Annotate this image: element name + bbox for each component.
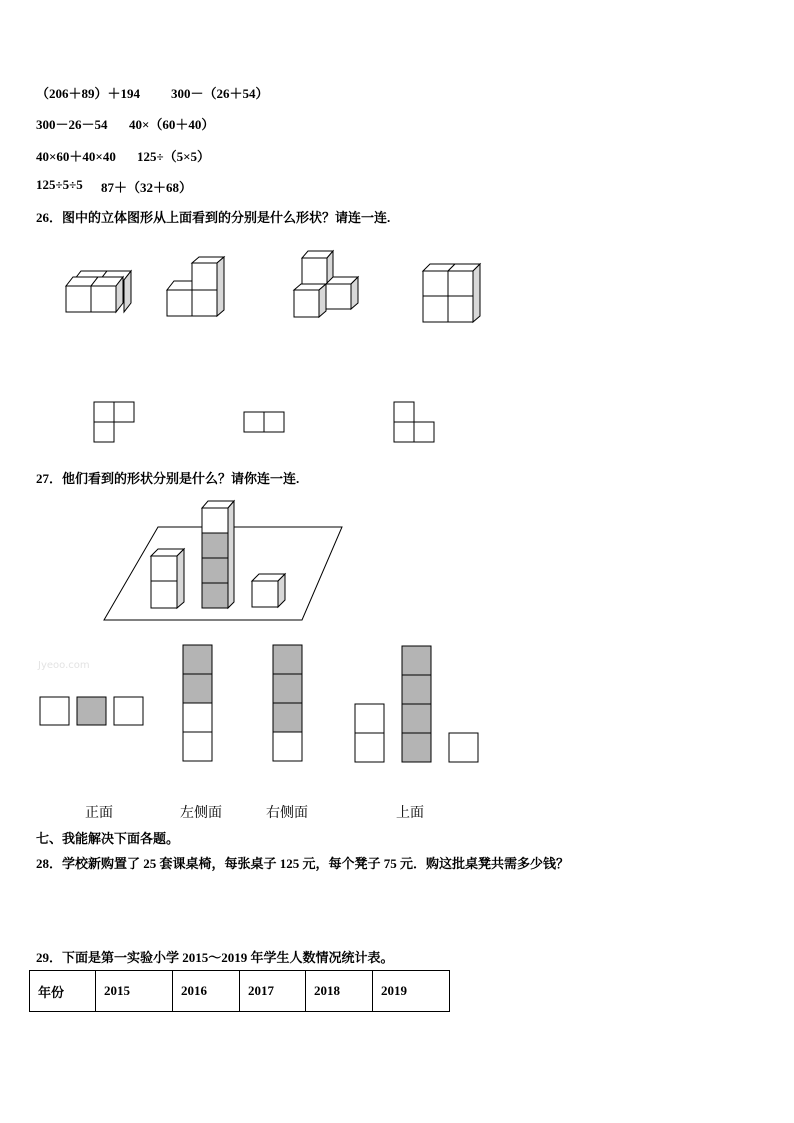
year-cell-2015: 2015 bbox=[96, 971, 173, 1012]
exercise-4a: 125÷5÷5 bbox=[36, 177, 83, 192]
single-cube bbox=[252, 574, 285, 607]
exercise-1a: （206＋89）＋194 bbox=[36, 86, 141, 101]
exercise-4b: 87＋（32＋68） bbox=[101, 180, 193, 195]
label-front: 正面 bbox=[85, 805, 113, 821]
student-stats-table bbox=[29, 970, 450, 1012]
exercise-1b: 300－（26＋54） bbox=[171, 86, 269, 101]
solid-1 bbox=[66, 271, 131, 312]
exercise-2b: 40×（60＋40） bbox=[129, 117, 215, 132]
exercise-3a: 40×60＋40×40 bbox=[36, 149, 116, 164]
q27-view-options bbox=[40, 645, 478, 762]
view-option-1 bbox=[40, 697, 143, 725]
question-28: 28．学校新购置了 25 套课桌椅，每张桌子 125 元，每个凳子 75 元．购这批桌凳共需多少钱？ bbox=[36, 856, 570, 871]
label-top: 上面 bbox=[396, 805, 424, 821]
year-cell-2018: 2018 bbox=[306, 971, 373, 1012]
q26-top-views bbox=[94, 402, 434, 442]
view-option-4 bbox=[355, 646, 478, 762]
year-header-cell: 年份 bbox=[30, 971, 96, 1012]
tall-stack bbox=[202, 501, 234, 608]
section-7-title: 七、我能解决下面各题。 bbox=[36, 831, 180, 846]
question-29: 29．下面是第一实验小学 2015～2019 年学生人数情况统计表。 bbox=[36, 950, 394, 965]
top-view-c bbox=[394, 402, 434, 442]
left-stack bbox=[151, 549, 184, 608]
view-option-3 bbox=[273, 645, 302, 761]
watermark: Jyeoo.com bbox=[38, 660, 90, 671]
table-row bbox=[30, 971, 450, 1012]
top-view-b bbox=[244, 412, 284, 432]
question-27: 27．他们看到的形状分别是什么？请你连一连. bbox=[36, 471, 300, 486]
solid-4 bbox=[423, 264, 480, 322]
label-left-side: 左侧面 bbox=[180, 805, 222, 821]
top-view-a bbox=[94, 402, 134, 442]
exercise-3b: 125÷（5×5） bbox=[137, 149, 211, 164]
label-right-side: 右侧面 bbox=[266, 805, 308, 821]
view-option-2 bbox=[183, 645, 212, 761]
year-cell-2016: 2016 bbox=[173, 971, 240, 1012]
q26-solids bbox=[66, 251, 480, 322]
q27-scene bbox=[104, 501, 342, 620]
exercise-2a: 300－26－54 bbox=[36, 117, 108, 132]
year-cell-2017: 2017 bbox=[240, 971, 306, 1012]
question-26: 26．图中的立体图形从上面看到的分别是什么形状？请连一连. bbox=[36, 210, 391, 225]
solid-3 bbox=[294, 251, 358, 317]
year-cell-2019: 2019 bbox=[373, 971, 450, 1012]
solid-2 bbox=[167, 257, 224, 316]
